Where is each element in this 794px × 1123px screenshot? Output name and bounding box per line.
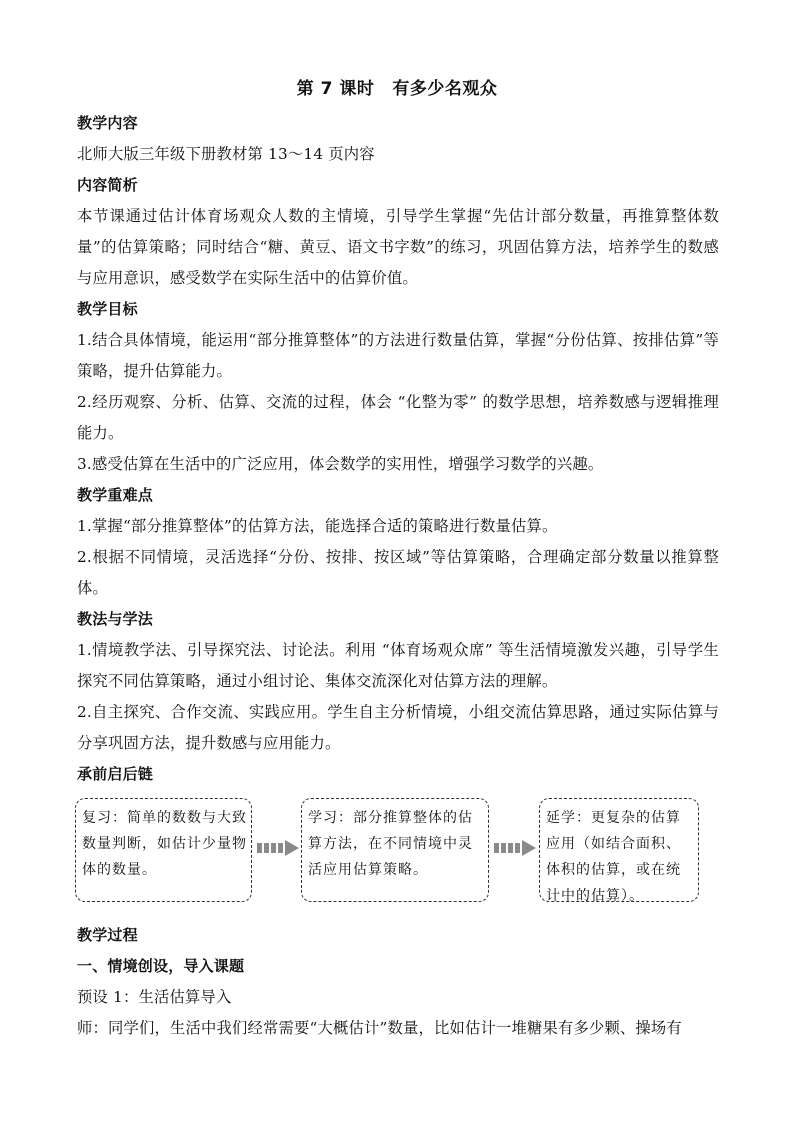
heading-teaching-goals: 教学目标 <box>77 300 138 318</box>
chain-box-extend: 延学：更复杂的估算应用（如结合面积、体积的估算，或在统计中的估算）。 <box>539 798 699 902</box>
method-item: 1.情境教学法、引导探究法、讨论法。利用 “体育场观众席” 等生活情境激发兴趣，引导学生探究不同估算策略，通过小组讨论、集体交流深化对估算方法的理解。 <box>77 641 719 690</box>
step-heading: 一、情境创设，导入课题 <box>77 957 245 975</box>
teaching-content-text: 北师大版三年级下册教材第 13～14 页内容 <box>77 145 375 163</box>
chain-arrow-icon <box>257 840 299 856</box>
lesson-number: 第 7 课时 <box>296 79 375 99</box>
key-point-item: 2.根据不同情境，灵活选择“分份、按排、按区域”等估算策略，合理确定部分数量以推算整体。 <box>77 548 719 597</box>
heading-content-analysis: 内容简析 <box>77 176 138 194</box>
heading-key-points: 教学重难点 <box>77 486 154 504</box>
chain-box-learn: 学习：部分推算整体的估算方法，在不同情境中灵活应用估算策略。 <box>301 798 489 902</box>
key-point-item: 1.掌握“部分推算整体”的估算方法，能选择合适的策略进行数量估算。 <box>77 517 558 535</box>
heading-teaching-content: 教学内容 <box>77 114 138 132</box>
teacher-dialogue: 师：同学们，生活中我们经常需要“大概估计”数量，比如估计一堆糖果有多少颗、操场有 <box>77 1019 682 1037</box>
chain-arrow-icon <box>494 840 536 856</box>
learning-chain-diagram <box>77 798 719 910</box>
goal-item: 1.结合具体情境，能运用“部分推算整体”的方法进行数量估算，掌握“分份估算、按排估算”等策略，提升估算能力。 <box>77 331 719 380</box>
lesson-name: 有多少名观众 <box>392 79 498 99</box>
preset-text: 预设 1：生活估算导入 <box>77 988 232 1006</box>
goal-item: 3.感受估算在生活中的广泛应用，体会数学的实用性，增强学习数学的兴趣。 <box>77 455 604 473</box>
content-analysis-text: 本节课通过估计体育场观众人数的主情境，引导学生掌握“先估计部分数量，再推算整体数量”的估算策略；同时结合“糖、黄豆、语文书字数”的练习，巩固估算方法，培养学生的数感与应用意识，感受数学在实际生活中的估算价值。 <box>77 207 719 287</box>
heading-learning-chain: 承前启后链 <box>77 765 154 783</box>
lesson-body <box>77 108 719 1044</box>
method-item: 2.自主探究、合作交流、实践应用。学生自主分析情境，小组交流估算思路，通过实际估算与分享巩固方法，提升数感与应用能力。 <box>77 703 719 752</box>
chain-box-review: 复习：简单的数数与大致数量判断，如估计少量物体的数量。 <box>75 798 252 902</box>
goal-item: 2.经历观察、分析、估算、交流的过程，体会 “化整为零” 的数学思想，培养数感与逻辑推理能力。 <box>77 393 719 442</box>
heading-teaching-process: 教学过程 <box>77 926 138 944</box>
lesson-title <box>0 74 794 99</box>
heading-methods: 教法与学法 <box>77 610 154 628</box>
